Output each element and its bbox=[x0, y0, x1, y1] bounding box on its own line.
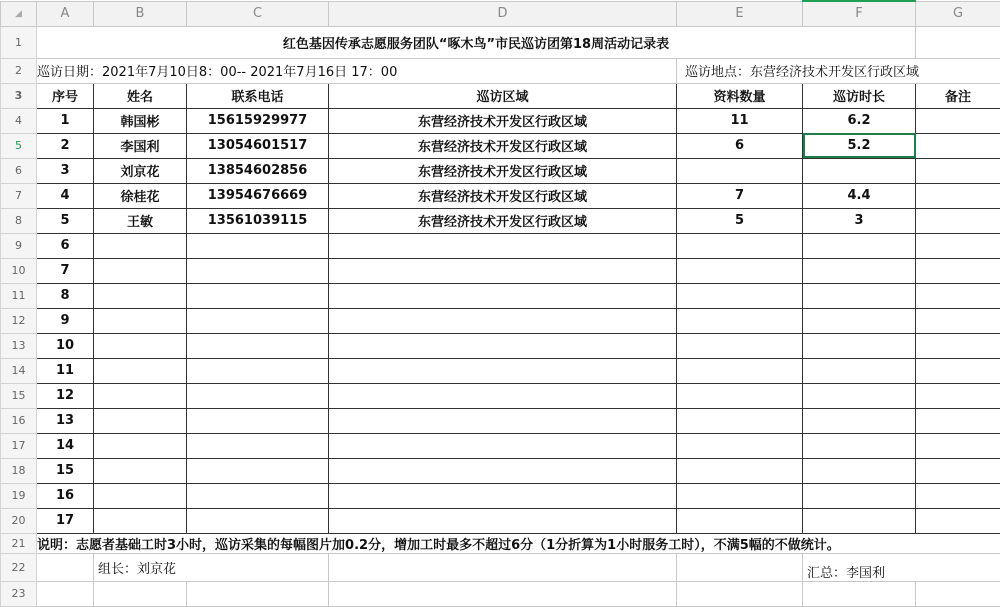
record-phone[interactable]: 13854602856 bbox=[187, 158, 329, 183]
record-no[interactable]: 1 bbox=[37, 108, 94, 133]
row-number[interactable]: 8 bbox=[1, 208, 37, 233]
record-name[interactable]: 李国利 bbox=[94, 133, 187, 158]
cell[interactable] bbox=[916, 581, 1000, 606]
cell[interactable] bbox=[803, 581, 916, 606]
row-number[interactable]: 7 bbox=[1, 183, 37, 208]
leader-cell[interactable]: 组长：刘京花 bbox=[94, 553, 329, 581]
record-name[interactable]: 徐桂花 bbox=[94, 183, 187, 208]
column-header-c[interactable]: C bbox=[187, 1, 329, 26]
table-row bbox=[1, 133, 1000, 158]
record-area[interactable]: 东营经济技术开发区行政区域 bbox=[329, 183, 677, 208]
header-area[interactable]: 巡访区域 bbox=[329, 83, 677, 108]
row-number[interactable]: 11 bbox=[1, 283, 37, 308]
header-remark[interactable]: 备注 bbox=[916, 83, 1000, 108]
record-phone[interactable]: 13561039115 bbox=[187, 208, 329, 233]
record-duration[interactable] bbox=[803, 458, 916, 483]
record-materials[interactable] bbox=[677, 408, 803, 433]
record-no[interactable]: 11 bbox=[37, 358, 94, 383]
record-remark[interactable] bbox=[916, 208, 1000, 233]
record-area[interactable]: 东营经济技术开发区行政区域 bbox=[329, 158, 677, 183]
row-number[interactable]: 4 bbox=[1, 108, 37, 133]
row-number[interactable]: 14 bbox=[1, 358, 37, 383]
record-remark[interactable] bbox=[916, 408, 1000, 433]
row-number[interactable]: 13 bbox=[1, 333, 37, 358]
table-row bbox=[1, 183, 1000, 208]
record-area[interactable] bbox=[329, 358, 677, 383]
cell[interactable] bbox=[677, 553, 803, 581]
record-duration[interactable] bbox=[803, 358, 916, 383]
column-header-a[interactable]: A bbox=[37, 1, 94, 26]
record-duration[interactable] bbox=[803, 158, 916, 183]
record-no[interactable]: 13 bbox=[37, 408, 94, 433]
record-area[interactable] bbox=[329, 308, 677, 333]
record-no[interactable]: 8 bbox=[37, 283, 94, 308]
record-name[interactable] bbox=[94, 508, 187, 533]
record-phone[interactable]: 15615929977 bbox=[187, 108, 329, 133]
record-remark[interactable] bbox=[916, 458, 1000, 483]
row-number[interactable]: 10 bbox=[1, 258, 37, 283]
cell[interactable] bbox=[37, 581, 94, 606]
record-materials[interactable] bbox=[677, 458, 803, 483]
record-area[interactable] bbox=[329, 408, 677, 433]
record-phone[interactable]: 13054601517 bbox=[187, 133, 329, 158]
row-number[interactable]: 23 bbox=[1, 581, 37, 606]
table-row bbox=[1, 258, 1000, 283]
cell[interactable] bbox=[94, 581, 187, 606]
header-duration[interactable]: 巡访时长 bbox=[803, 83, 916, 108]
record-no[interactable]: 14 bbox=[37, 433, 94, 458]
record-area[interactable] bbox=[329, 283, 677, 308]
record-remark[interactable] bbox=[916, 108, 1000, 133]
record-phone[interactable] bbox=[187, 308, 329, 333]
record-phone[interactable] bbox=[187, 333, 329, 358]
record-materials[interactable] bbox=[677, 283, 803, 308]
column-header-f[interactable]: F bbox=[803, 1, 916, 26]
record-area[interactable] bbox=[329, 233, 677, 258]
table-row bbox=[1, 208, 1000, 233]
row-number[interactable]: 9 bbox=[1, 233, 37, 258]
table-row bbox=[1, 108, 1000, 133]
record-materials[interactable] bbox=[677, 258, 803, 283]
table-row bbox=[1, 408, 1000, 433]
record-materials[interactable] bbox=[677, 158, 803, 183]
header-name[interactable]: 姓名 bbox=[94, 83, 187, 108]
record-no[interactable]: 5 bbox=[37, 208, 94, 233]
row-number[interactable]: 1 bbox=[1, 26, 37, 58]
table-row bbox=[1, 308, 1000, 333]
record-remark[interactable] bbox=[916, 133, 1000, 158]
record-duration[interactable]: 5.2 bbox=[803, 133, 916, 158]
record-materials[interactable] bbox=[677, 508, 803, 533]
column-header-g[interactable]: G bbox=[916, 1, 1000, 26]
column-header-d[interactable]: D bbox=[329, 1, 677, 26]
record-no[interactable]: 4 bbox=[37, 183, 94, 208]
record-materials[interactable]: 7 bbox=[677, 183, 803, 208]
record-name[interactable] bbox=[94, 283, 187, 308]
record-remark[interactable] bbox=[916, 308, 1000, 333]
record-name[interactable] bbox=[94, 358, 187, 383]
table-row bbox=[1, 283, 1000, 308]
record-duration[interactable] bbox=[803, 383, 916, 408]
column-header-e[interactable]: E bbox=[677, 1, 803, 26]
record-area[interactable] bbox=[329, 483, 677, 508]
record-duration[interactable]: 3 bbox=[803, 208, 916, 233]
cell[interactable] bbox=[329, 553, 677, 581]
record-materials[interactable] bbox=[677, 483, 803, 508]
record-name[interactable]: 王敏 bbox=[94, 208, 187, 233]
column-header-b[interactable]: B bbox=[94, 1, 187, 26]
row-number[interactable]: 22 bbox=[1, 553, 37, 581]
record-duration[interactable] bbox=[803, 233, 916, 258]
table-row bbox=[1, 383, 1000, 408]
record-name[interactable] bbox=[94, 458, 187, 483]
cell[interactable] bbox=[916, 26, 1000, 58]
record-no[interactable]: 16 bbox=[37, 483, 94, 508]
record-remark[interactable] bbox=[916, 483, 1000, 508]
table-row bbox=[1, 358, 1000, 383]
record-materials[interactable] bbox=[677, 433, 803, 458]
table-row bbox=[1, 158, 1000, 183]
record-materials[interactable] bbox=[677, 333, 803, 358]
record-materials[interactable] bbox=[677, 308, 803, 333]
row-number[interactable]: 16 bbox=[1, 408, 37, 433]
table-row bbox=[1, 483, 1000, 508]
record-duration[interactable] bbox=[803, 258, 916, 283]
row-number[interactable]: 17 bbox=[1, 433, 37, 458]
records-body bbox=[1, 108, 1000, 533]
record-area[interactable]: 东营经济技术开发区行政区域 bbox=[329, 133, 677, 158]
header-phone[interactable]: 联系电话 bbox=[187, 83, 329, 108]
table-row bbox=[1, 433, 1000, 458]
record-duration[interactable] bbox=[803, 308, 916, 333]
row-number[interactable]: 2 bbox=[1, 58, 37, 83]
cell[interactable] bbox=[187, 581, 329, 606]
cell[interactable] bbox=[677, 581, 803, 606]
record-no[interactable]: 10 bbox=[37, 333, 94, 358]
record-name[interactable] bbox=[94, 233, 187, 258]
record-name[interactable] bbox=[94, 433, 187, 458]
record-remark[interactable] bbox=[916, 258, 1000, 283]
record-no[interactable]: 6 bbox=[37, 233, 94, 258]
row-number[interactable]: 21 bbox=[1, 533, 37, 553]
record-name[interactable] bbox=[94, 383, 187, 408]
record-phone[interactable] bbox=[187, 483, 329, 508]
record-area[interactable] bbox=[329, 383, 677, 408]
note-cell[interactable]: 说明：志愿者基础工时3小时，巡访采集的每幅图片加0.2分，增加工时最多不超过6分（1分折算为1小时服务工时），不满5幅的不做统计。 bbox=[37, 533, 1000, 553]
record-name[interactable] bbox=[94, 308, 187, 333]
row-number[interactable]: 12 bbox=[1, 308, 37, 333]
record-remark[interactable] bbox=[916, 383, 1000, 408]
record-phone[interactable] bbox=[187, 358, 329, 383]
record-name[interactable]: 刘京花 bbox=[94, 158, 187, 183]
record-no[interactable]: 3 bbox=[37, 158, 94, 183]
record-no[interactable]: 12 bbox=[37, 383, 94, 408]
cell[interactable] bbox=[329, 581, 677, 606]
record-phone[interactable] bbox=[187, 233, 329, 258]
record-duration[interactable] bbox=[803, 408, 916, 433]
record-area[interactable] bbox=[329, 433, 677, 458]
row-number[interactable]: 20 bbox=[1, 508, 37, 533]
record-duration[interactable]: 6.2 bbox=[803, 108, 916, 133]
record-duration[interactable] bbox=[803, 433, 916, 458]
record-area[interactable] bbox=[329, 258, 677, 283]
record-remark[interactable] bbox=[916, 433, 1000, 458]
record-duration[interactable]: 4.4 bbox=[803, 183, 916, 208]
record-duration[interactable] bbox=[803, 508, 916, 533]
record-no[interactable]: 2 bbox=[37, 133, 94, 158]
record-materials[interactable] bbox=[677, 233, 803, 258]
visit-location-cell[interactable]: 巡访地点：东营经济技术开发区行政区域 bbox=[677, 58, 1000, 83]
record-name[interactable] bbox=[94, 333, 187, 358]
row-number[interactable]: 5 bbox=[1, 133, 37, 158]
record-area[interactable] bbox=[329, 508, 677, 533]
row-number[interactable]: 3 bbox=[1, 83, 37, 108]
record-phone[interactable] bbox=[187, 258, 329, 283]
record-area[interactable] bbox=[329, 333, 677, 358]
record-remark[interactable] bbox=[916, 158, 1000, 183]
record-remark[interactable] bbox=[916, 233, 1000, 258]
record-duration[interactable] bbox=[803, 483, 916, 508]
record-phone[interactable] bbox=[187, 283, 329, 308]
record-area[interactable] bbox=[329, 458, 677, 483]
record-materials[interactable]: 11 bbox=[677, 108, 803, 133]
record-phone[interactable] bbox=[187, 433, 329, 458]
table-row bbox=[1, 508, 1000, 533]
record-area[interactable]: 东营经济技术开发区行政区域 bbox=[329, 208, 677, 233]
record-area[interactable]: 东营经济技术开发区行政区域 bbox=[329, 108, 677, 133]
row-number[interactable]: 6 bbox=[1, 158, 37, 183]
visit-date-cell[interactable]: 巡访日期：2021年7月10日8：00-- 2021年7月16日 17：00 bbox=[37, 58, 677, 83]
table-row bbox=[1, 233, 1000, 258]
record-materials[interactable] bbox=[677, 358, 803, 383]
sheet-title[interactable]: 红色基因传承志愿服务团队“啄木鸟”市民巡访团第18周活动记录表 bbox=[37, 26, 916, 58]
record-phone[interactable] bbox=[187, 458, 329, 483]
record-no[interactable]: 15 bbox=[37, 458, 94, 483]
record-phone[interactable] bbox=[187, 383, 329, 408]
record-phone[interactable]: 13954676669 bbox=[187, 183, 329, 208]
record-materials[interactable]: 5 bbox=[677, 208, 803, 233]
record-remark[interactable] bbox=[916, 183, 1000, 208]
record-phone[interactable] bbox=[187, 408, 329, 433]
record-name[interactable] bbox=[94, 483, 187, 508]
record-remark[interactable] bbox=[916, 283, 1000, 308]
record-remark[interactable] bbox=[916, 508, 1000, 533]
record-remark[interactable] bbox=[916, 333, 1000, 358]
record-phone[interactable] bbox=[187, 508, 329, 533]
record-remark[interactable] bbox=[916, 358, 1000, 383]
row-number[interactable]: 18 bbox=[1, 458, 37, 483]
record-duration[interactable] bbox=[803, 333, 916, 358]
record-name[interactable]: 韩国彬 bbox=[94, 108, 187, 133]
record-materials[interactable] bbox=[677, 383, 803, 408]
cell[interactable] bbox=[37, 553, 94, 581]
record-duration[interactable] bbox=[803, 283, 916, 308]
record-materials[interactable]: 6 bbox=[677, 133, 803, 158]
record-name[interactable] bbox=[94, 408, 187, 433]
header-no[interactable]: 序号 bbox=[37, 83, 94, 108]
record-no[interactable]: 9 bbox=[37, 308, 94, 333]
table-row bbox=[1, 458, 1000, 483]
row-number[interactable]: 19 bbox=[1, 483, 37, 508]
row-number[interactable]: 15 bbox=[1, 383, 37, 408]
record-no[interactable]: 7 bbox=[37, 258, 94, 283]
select-all-corner[interactable]: ◢ bbox=[1, 1, 37, 26]
table-row bbox=[1, 333, 1000, 358]
column-header-row bbox=[1, 1, 1000, 26]
record-no[interactable]: 17 bbox=[37, 508, 94, 533]
summary-cell[interactable]: 汇总：李国利 bbox=[803, 553, 1000, 581]
header-materials[interactable]: 资料数量 bbox=[677, 83, 803, 108]
record-name[interactable] bbox=[94, 258, 187, 283]
